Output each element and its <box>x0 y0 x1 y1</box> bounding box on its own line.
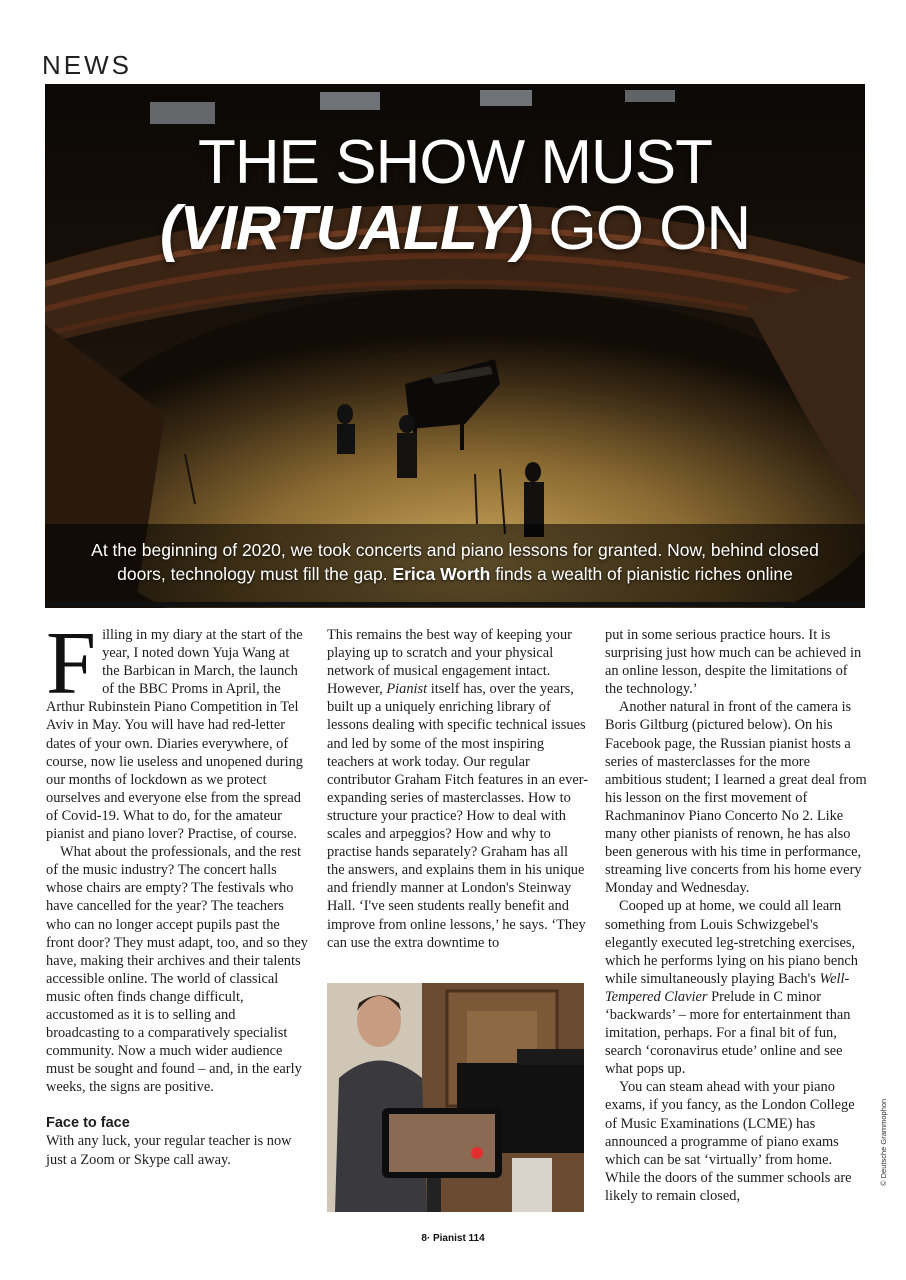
section-label: NEWS <box>42 50 132 80</box>
headline-italic: (VIRTUALLY) <box>159 194 533 263</box>
pianist-filming-photo <box>327 983 584 1212</box>
page-folio: 8· Pianist 114 <box>421 1233 485 1244</box>
paragraph: With any luck, your regular teacher is now just a Zoom or Skype call away. <box>46 1133 292 1168</box>
paragraph: Another natural in front of the camera is Boris Giltburg (pictured below). On his Facebook page, the Russian pianist hosts a series of masterclasses for the more ambitious student; I learned a great deal from his lesson on the first movement of Rachmaninov Piano Concerto No 2. Like many other pianists of renown, he has also been generous with his time in performance, streaming live concerts from his home every Monday and Wednesday. <box>605 699 867 897</box>
work-title: Well-Tempered Clavier <box>605 970 850 1005</box>
author-name: Erica Worth <box>392 564 491 584</box>
drop-cap: F <box>46 614 97 713</box>
paragraph <box>605 897 867 1078</box>
paragraph-text: itself has, over the years, built up a uniquely enriching library of lessons dealing with specific technical issues and led by some of the most inspiring teachers at work today. Our regular contributor Graham Fitch features in an ever-expanding series of masterclasses. How to structure your practice? How to deal with scales and arpeggios? How and why to practise hands separately? Graham has all the answers, and explains them in his unique and friendly manner at London's Steinway Hall. ‘I've seen students really benefit and improve from online lessons,’ he says. ‘They can use the extra downtime to <box>327 681 589 951</box>
column-1 <box>46 614 308 1169</box>
paragraph: put in some serious practice hours. It is surprising just how much can be achieved in an online lesson, despite the limitations of the technology.’ <box>605 627 862 698</box>
column-2 <box>327 626 589 952</box>
headline-line2 <box>45 196 865 262</box>
paragraph <box>46 614 308 843</box>
headline-rest: GO ON <box>532 194 751 263</box>
paragraph <box>327 626 589 952</box>
headline <box>45 130 865 262</box>
paragraph: You can steam ahead with your piano exams, if you fancy, as the London College of Music Examinations (LCME) has announced a programme of piano exams which can be sat ‘virtually’ from home. While the doors of the summer schools are likely to remain closed, <box>605 1079 855 1204</box>
headline-line1: THE SHOW MUST <box>198 128 712 197</box>
pianist-photo <box>327 983 584 1212</box>
standfirst-text: At the beginning of 2020, we took concerts and piano lessons for granted. Now, behind closed doors, technology must fill the gap. <box>91 540 819 584</box>
paragraph-text: Prelude in C minor ‘backwards’ – more for entertainment than imitation, perhaps. For a final bit of fun, search ‘coronavirus etude’ online and see what pops up. <box>605 988 851 1078</box>
hero-image <box>45 84 865 608</box>
paragraph-text: illing in my diary at the start of the year, I noted down Yuja Wang at the Barbican in March, the launch of the BBC Proms in April, the Arthur Rubinstein Piano Competition in Tel Aviv in May. You will have had red-letter dates of your own. Diaries everywhere, of course, now lie useless and unopened during our months of lockdown as we protect ourselves and everyone else from the spread of Covid-19. What to do, for the amateur pianist and piano lover? Practise, of course. <box>46 627 303 843</box>
magazine-title: Pianist <box>386 681 428 698</box>
hero-rule <box>45 602 865 607</box>
standfirst <box>45 538 865 586</box>
column-3 <box>605 626 867 1205</box>
subheading: Face to face <box>46 1115 130 1132</box>
paragraph-text: Cooped up at home, we could all learn something from Louis Schwizgebel's elegantly executed leg-stretching exercises, which he performs lying on his piano bench while simultaneously playing Bach's <box>605 898 858 987</box>
paragraph-text: This remains the best way of keeping your playing up to scratch and your physical network of musical engagement intact. However, <box>327 627 572 698</box>
photo-credit: © Deutsche Grammophon <box>879 1098 888 1186</box>
paragraph: What about the professionals, and the rest of the music industry? The concert halls whose chairs are empty? The festivals who have cancelled for the year? The teachers who can no longer accept pupils past the front door? They must adapt, too, and so they have, making their archives and their talents accessible online. The world of classical music often finds change difficult, accustomed as it is to selling and broadcasting to a comparatively specialist community. Now a much wider audience must be sought and found – and, in the early weeks, the signs are positive. <box>46 844 308 1096</box>
standfirst-end: finds a wealth of pianistic riches online <box>490 564 793 584</box>
